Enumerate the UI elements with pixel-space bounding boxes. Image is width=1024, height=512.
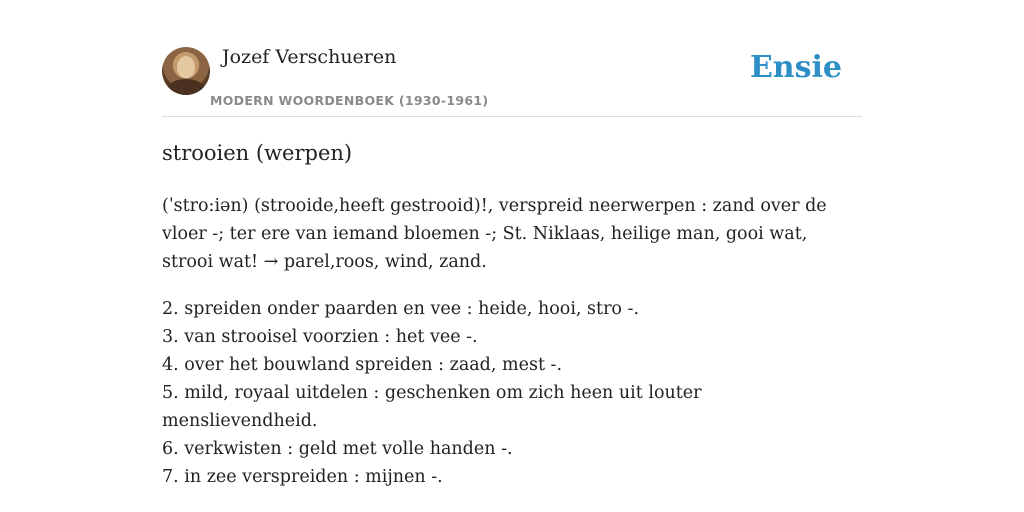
entry-title: strooien (werpen) bbox=[162, 141, 353, 165]
sense-item: 6. verkwisten : geld met volle handen -. bbox=[162, 439, 513, 459]
sense-item: 7. in zee verspreiden : mijnen -. bbox=[162, 467, 443, 487]
sense-item: 4. over het bouwland spreiden : zaad, mest -. bbox=[162, 355, 563, 375]
ensie-logo[interactable]: Ensie bbox=[749, 50, 842, 85]
avatar[interactable] bbox=[162, 47, 210, 95]
entry-header bbox=[162, 0, 862, 117]
entry-body bbox=[162, 192, 862, 491]
sense-item: 2. spreiden onder paarden en vee : heide, hooi, stro -. bbox=[162, 299, 640, 319]
sense-item: 3. van strooisel voorzien : het vee -. bbox=[162, 327, 478, 347]
entry-card bbox=[162, 0, 862, 487]
entry-definition: (ˈstro:iən) (strooide,heeft gestrooid)!, verspreid neerwerpen : zand over de vloer -; ter ere van iemand bloemen -; St. Niklaas, heilige man, gooi wat, strooi wat! → parel,roos, wind, zand. bbox=[162, 196, 827, 272]
sense-item: 5. mild, royaal uitdelen : geschenken om zich heen uit louter menslievendheid. bbox=[162, 383, 702, 431]
source-label[interactable]: MODERN WOORDENBOEK (1930-1961) bbox=[210, 93, 489, 108]
author-name[interactable]: Jozef Verschueren bbox=[222, 46, 397, 68]
avatar-face bbox=[177, 56, 195, 78]
avatar-coat bbox=[166, 79, 206, 95]
